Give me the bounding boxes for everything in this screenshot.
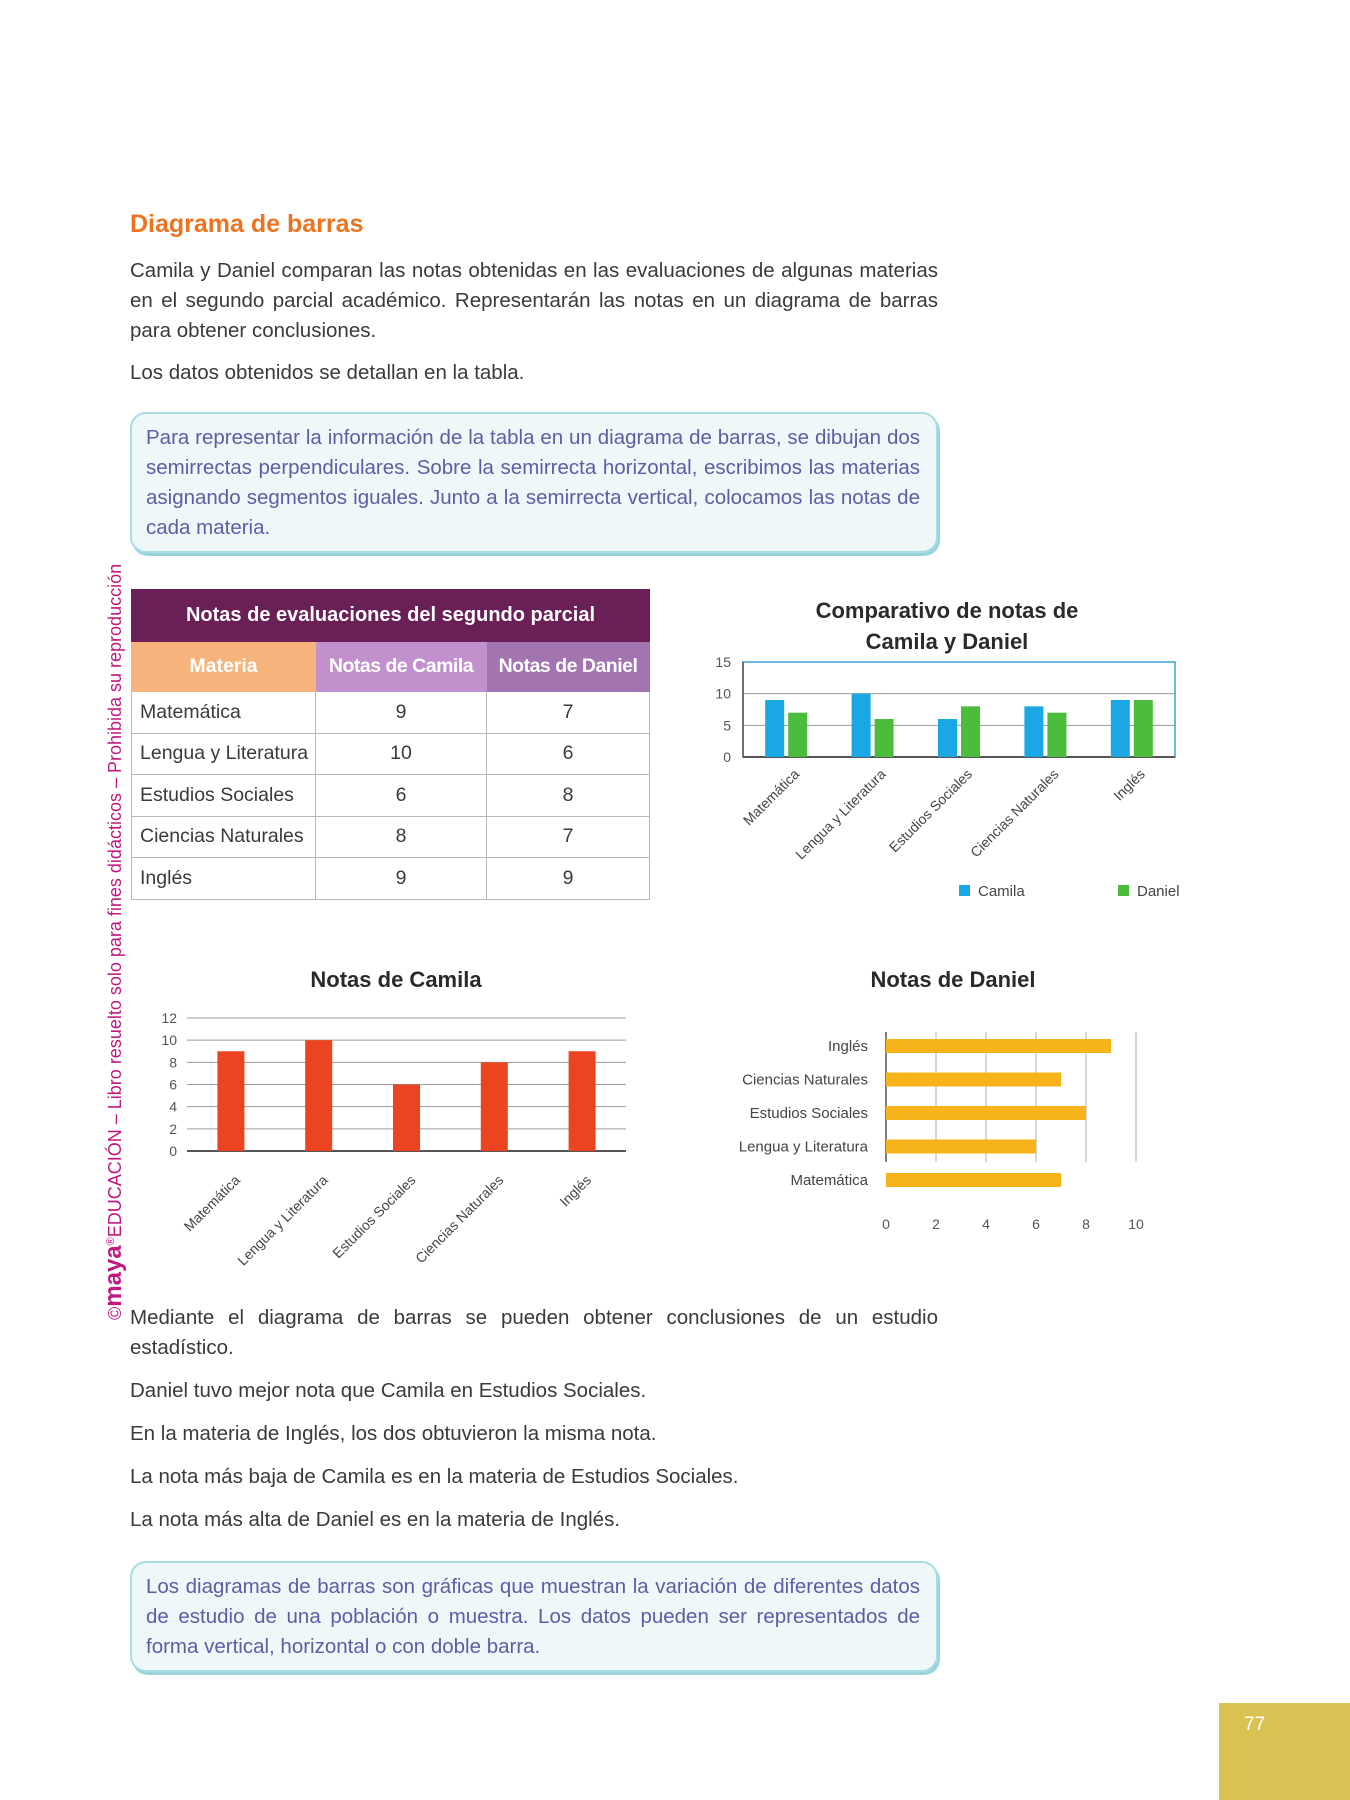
chart-title: Notas de Camila (310, 967, 482, 992)
header-camila: Notas de Camila (316, 642, 487, 692)
table-row (132, 692, 650, 734)
copyright-sidebar (100, 564, 128, 1320)
y-tick-label: Lengua y Literatura (738, 1138, 868, 1156)
subject-cell: Matemática (132, 692, 316, 734)
bar (886, 1073, 1061, 1087)
daniel-grade-cell: 8 (487, 775, 650, 817)
x-tick-label: Lengua y Literatura (234, 1171, 331, 1269)
daniel-horizontal-bar-chart (700, 965, 1200, 1235)
camila-grade-cell: 9 (316, 692, 487, 734)
bar-daniel (1134, 700, 1153, 757)
y-tick-label: Inglés (827, 1038, 868, 1055)
x-tick-label: 2 (932, 1216, 940, 1232)
table-row (132, 858, 650, 900)
y-tick-label: 0 (169, 1143, 177, 1159)
camila-grade-cell: 8 (316, 816, 487, 858)
bar-camila (1024, 706, 1043, 757)
y-tick-label: 0 (723, 749, 731, 765)
y-tick-label: Estudios Sociales (749, 1105, 868, 1122)
bar-daniel (788, 713, 807, 757)
camila-grade-cell: 10 (316, 733, 487, 775)
x-tick-label: 0 (882, 1216, 890, 1232)
copyright-text: EDUCACIÓN – Libro resuelto solo para fines didácticos – Prohibida su reproducción (105, 563, 125, 1238)
y-tick-label: 10 (161, 1032, 177, 1049)
header-daniel: Notas de Daniel (487, 642, 650, 692)
conclusion-item: La nota más baja de Camila es en la materia de Estudios Sociales. (130, 1465, 739, 1488)
bar (305, 1040, 332, 1151)
conclusion-item: La nota más alta de Daniel es en la materia de Inglés. (130, 1508, 621, 1531)
legend-swatch (1118, 885, 1129, 896)
table-row (132, 733, 650, 775)
daniel-grade-cell: 7 (487, 692, 650, 734)
comparison-bar-chart (700, 585, 1200, 910)
x-tick-label: 8 (1082, 1216, 1090, 1232)
section-title: Diagrama de barras (130, 210, 364, 238)
intro-paragraph-2: Los datos obtenidos se detallan en la tabla. (130, 361, 525, 384)
chart-title: Notas de Daniel (870, 967, 1036, 992)
bar-daniel (1047, 713, 1066, 757)
x-tick-label: Ciencias Naturales (412, 1171, 507, 1267)
bar-daniel (875, 719, 894, 757)
table-row (132, 775, 650, 817)
y-tick-label: 12 (161, 1010, 177, 1026)
conclusions-intro: Mediante el diagrama de barras se pueden obtener conclusiones de un estudio estadístico. (130, 1306, 938, 1359)
x-tick-label: 4 (982, 1216, 990, 1232)
copyright-symbol: © (105, 1306, 125, 1320)
bar-camila (765, 700, 784, 757)
y-tick-label: Ciencias Naturales (742, 1071, 868, 1089)
bar (393, 1085, 420, 1152)
x-tick-label: Estudios Sociales (329, 1171, 419, 1262)
x-tick-label: Inglés (1110, 765, 1148, 804)
y-tick-label: 10 (715, 685, 731, 702)
x-tick-label: 10 (1128, 1216, 1144, 1232)
legend-label: Camila (978, 883, 1025, 900)
daniel-grade-cell: 7 (487, 816, 650, 858)
camila-grade-cell: 6 (316, 775, 487, 817)
registered-mark: ® (105, 1237, 117, 1246)
legend-label: Daniel (1137, 883, 1180, 900)
chart-title: Comparativo de notas de (815, 598, 1079, 623)
header-subject: Materia (132, 642, 316, 692)
table-caption: Notas de evaluaciones del segundo parcial (132, 590, 650, 642)
grades-table (131, 589, 650, 900)
x-tick-label: Inglés (556, 1171, 595, 1210)
info-box-definition: Los diagramas de barras son gráficas que muestran la variación de diferentes datos de estudio de una población o muestra. Los datos pueden ser representados de forma vertical, horizontal o con doble barra. (130, 1561, 938, 1672)
x-tick-label: Lengua y Literatura (792, 765, 889, 863)
x-tick-label: Ciencias Naturales (967, 765, 1062, 861)
publisher-brand: maya (100, 1245, 127, 1307)
subject-cell: Estudios Sociales (132, 775, 316, 817)
chart-title: Camila y Daniel (865, 629, 1029, 654)
page-number: 77 (1244, 1714, 1266, 1735)
camila-grade-cell: 9 (316, 858, 487, 900)
x-tick-label: 6 (1032, 1216, 1040, 1232)
bar-daniel (961, 706, 980, 757)
y-tick-label: Matemática (790, 1172, 868, 1189)
x-tick-label: Estudios Sociales (885, 765, 976, 856)
bar (886, 1106, 1086, 1120)
bar-camila (1111, 700, 1130, 757)
info-box-construction: Para representar la información de la tabla en un diagrama de barras, se dibujan dos semirrectas perpendiculares. Sobre la semirrecta horizontal, escribimos las materias asignando segmentos iguales. Junto a la semirrecta vertical, colocamos las notas de cada materia. (130, 412, 938, 553)
camila-bar-chart (140, 965, 660, 1280)
page-number-tab (1219, 1703, 1350, 1800)
y-tick-label: 4 (169, 1098, 177, 1115)
subject-cell: Inglés (132, 858, 316, 900)
bar-camila (852, 694, 871, 757)
bar (886, 1039, 1111, 1053)
daniel-grade-cell: 6 (487, 733, 650, 775)
intro-paragraph: Camila y Daniel comparan las notas obtenidas en las evaluaciones de algunas materias en el segundo parcial académico. Representarán las notas en un diagrama de barras para obtener conclusiones. (130, 259, 938, 342)
y-tick-label: 5 (723, 717, 731, 734)
bar (481, 1062, 508, 1151)
daniel-grade-cell: 9 (487, 858, 650, 900)
subject-cell: Ciencias Naturales (132, 816, 316, 858)
x-tick-label: Matemática (180, 1171, 244, 1235)
conclusion-item: Daniel tuvo mejor nota que Camila en Estudios Sociales. (130, 1379, 647, 1402)
bar-camila (938, 719, 957, 757)
bar (217, 1051, 244, 1151)
y-tick-label: 15 (715, 654, 731, 670)
bar (886, 1140, 1036, 1154)
conclusion-item: En la materia de Inglés, los dos obtuvieron la misma nota. (130, 1422, 657, 1445)
legend-swatch (959, 885, 970, 896)
subject-cell: Lengua y Literatura (132, 733, 316, 775)
plot-frame (743, 662, 1175, 757)
x-tick-label: Matemática (739, 765, 803, 829)
table-row (132, 816, 650, 858)
y-tick-label: 2 (169, 1120, 177, 1137)
bar (886, 1173, 1061, 1187)
bar (569, 1051, 596, 1151)
y-tick-label: 6 (169, 1076, 177, 1093)
y-tick-label: 8 (169, 1054, 177, 1071)
